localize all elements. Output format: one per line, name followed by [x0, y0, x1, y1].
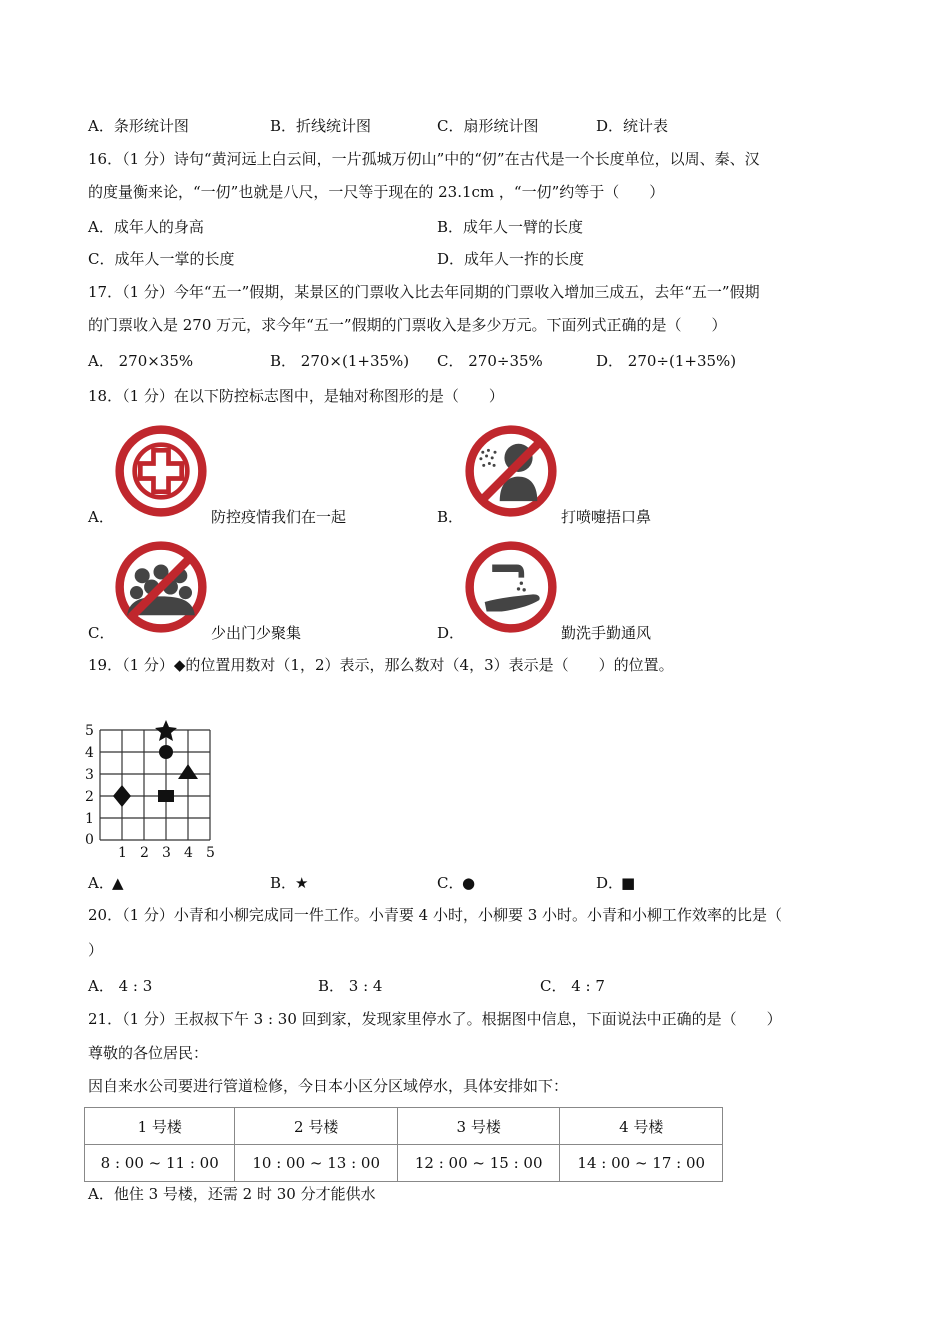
- q21-notice-greeting: 尊敬的各位居民：: [88, 1044, 209, 1062]
- q16-option-a: A．成年人的身高: [88, 218, 204, 236]
- q19-option-a-triangle-icon: ▲: [112, 874, 124, 892]
- q16-option-d: D．成年人一拃的长度: [437, 250, 585, 268]
- q17-option-c: C． 270÷35%: [437, 352, 543, 370]
- q15-option-a: A．条形统计图: [88, 117, 189, 135]
- grid-x-label: 4: [184, 845, 193, 861]
- q18-option-d-letter: D．: [437, 624, 465, 642]
- q17-option-a: A． 270×35%: [88, 352, 194, 370]
- grid-x-label: 5: [206, 845, 215, 861]
- table-header-row: [85, 1108, 723, 1145]
- table-row: [85, 1145, 723, 1182]
- q17-option-b: B． 270×(1+35%): [270, 352, 410, 370]
- q18-option-a-caption: 防控疫情我们在一起: [211, 508, 347, 526]
- table-header-cell: 1 号楼: [85, 1108, 235, 1145]
- q16-option-b: B．成年人一臂的长度: [437, 218, 584, 236]
- q19-option-b-star-icon: ★: [295, 874, 309, 892]
- grid-x-label: 3: [162, 845, 171, 861]
- table-header-cell: 4 号楼: [560, 1108, 723, 1145]
- q19-option-d-letter: D．: [596, 874, 624, 892]
- diamond-marker: [113, 785, 131, 807]
- q19-option-a-letter: A．: [88, 874, 114, 892]
- circle-marker: [159, 745, 173, 759]
- q18-option-b-letter: B．: [437, 508, 464, 526]
- q20-text-line2: ）: [88, 941, 104, 959]
- sign-a-medical-cross-icon: [114, 424, 208, 518]
- q19-option-d-square-icon: ■: [621, 874, 636, 892]
- q19-option-c-letter: C．: [437, 874, 464, 892]
- sign-d-handwash-icon: [464, 540, 558, 634]
- q17-text-line1: 17．（1 分）今年“五一”假期，某景区的门票收入比去年同期的门票收入增加三成五，去年“五一”假期: [88, 283, 760, 301]
- q21-text-line1: 21．（1 分）王叔叔下午 3 : 30 回到家，发现家里停水了。根据图中信息，下面说法中正确的是（ ）: [88, 1010, 782, 1028]
- grid-y-label: 1: [85, 811, 94, 827]
- water-schedule-table: [84, 1107, 723, 1182]
- q15-option-b: B．折线统计图: [270, 117, 372, 135]
- q21-notice-body: 因自来水公司要进行管道检修，今日本小区分区域停水，具体安排如下：: [88, 1077, 569, 1095]
- q18-text-line1: 18．（1 分）在以下防控标志图中，是轴对称图形的是（ ）: [88, 387, 504, 405]
- sign-b-sneeze-icon: [464, 424, 558, 518]
- table-header-cell: 3 号楼: [397, 1108, 560, 1145]
- q18-option-d-caption: 勤洗手勤通风: [561, 624, 652, 642]
- q18-option-b-caption: 打喷嚏捂口鼻: [561, 508, 652, 526]
- table-header-cell: 2 号楼: [235, 1108, 398, 1145]
- sign-c-crowd-icon: [114, 540, 208, 634]
- q17-text-line2: 的门票收入是 270 万元，求今年“五一”假期的门票收入是多少万元。下面列式正确的是（ ）: [88, 316, 727, 334]
- grid-y-label: 4: [85, 745, 94, 761]
- grid-y-label: 3: [85, 767, 94, 783]
- q20-option-c: C． 4 : 7: [540, 977, 605, 995]
- q15-option-c: C．扇形统计图: [437, 117, 539, 135]
- table-cell: 12 : 00 ~ 15 : 00: [397, 1145, 560, 1182]
- table-cell: 10 : 00 ~ 13 : 00: [235, 1145, 398, 1182]
- grid-y-label: 2: [85, 789, 94, 805]
- q18-option-a-letter: A．: [88, 508, 114, 526]
- grid-y-label: 0: [85, 832, 94, 848]
- table-cell: 8 : 00 ~ 11 : 00: [85, 1145, 235, 1182]
- q19-option-c-circle-icon: ●: [462, 874, 476, 892]
- q15-option-d: D．统计表: [596, 117, 669, 135]
- grid-x-label: 2: [140, 845, 149, 861]
- q16-text-line2: 的度量衡来论，“一仞”也就是八尺，一尺等于现在的 23.1cm ，“一仞”约等于（ ）: [88, 183, 665, 201]
- q20-text-line1: 20．（1 分）小青和小柳完成同一件工作。小青要 4 小时，小柳要 3 小时。小青和小柳工作效率的比是（: [88, 906, 783, 924]
- q19-option-b-letter: B．: [270, 874, 297, 892]
- q17-option-d: D． 270÷(1+35%): [596, 352, 737, 370]
- coordinate-grid: [80, 712, 230, 862]
- triangle-marker: [178, 764, 198, 779]
- q21-option-a: A．他住 3 号楼，还需 2 时 30 分才能供水: [88, 1185, 376, 1203]
- q20-option-b: B． 3 : 4: [318, 977, 383, 995]
- square-marker: [158, 790, 174, 802]
- grid-y-label: 5: [85, 723, 94, 739]
- grid-x-label: 1: [118, 845, 127, 861]
- q18-option-c-letter: C．: [88, 624, 115, 642]
- q20-option-a: A． 4 : 3: [88, 977, 153, 995]
- q16-option-c: C．成年人一掌的长度: [88, 250, 235, 268]
- q16-text-line1: 16．（1 分）诗句“黄河远上白云间，一片孤城万仞山”中的“仞”在古代是一个长度单位，以周、秦、汉: [88, 150, 760, 168]
- table-cell: 14 : 00 ~ 17 : 00: [560, 1145, 723, 1182]
- q18-option-c-caption: 少出门少聚集: [211, 624, 302, 642]
- q19-text-line1: 19．（1 分）◆的位置用数对（1，2）表示，那么数对（4，3）表示是（ ）的位置。: [88, 656, 674, 674]
